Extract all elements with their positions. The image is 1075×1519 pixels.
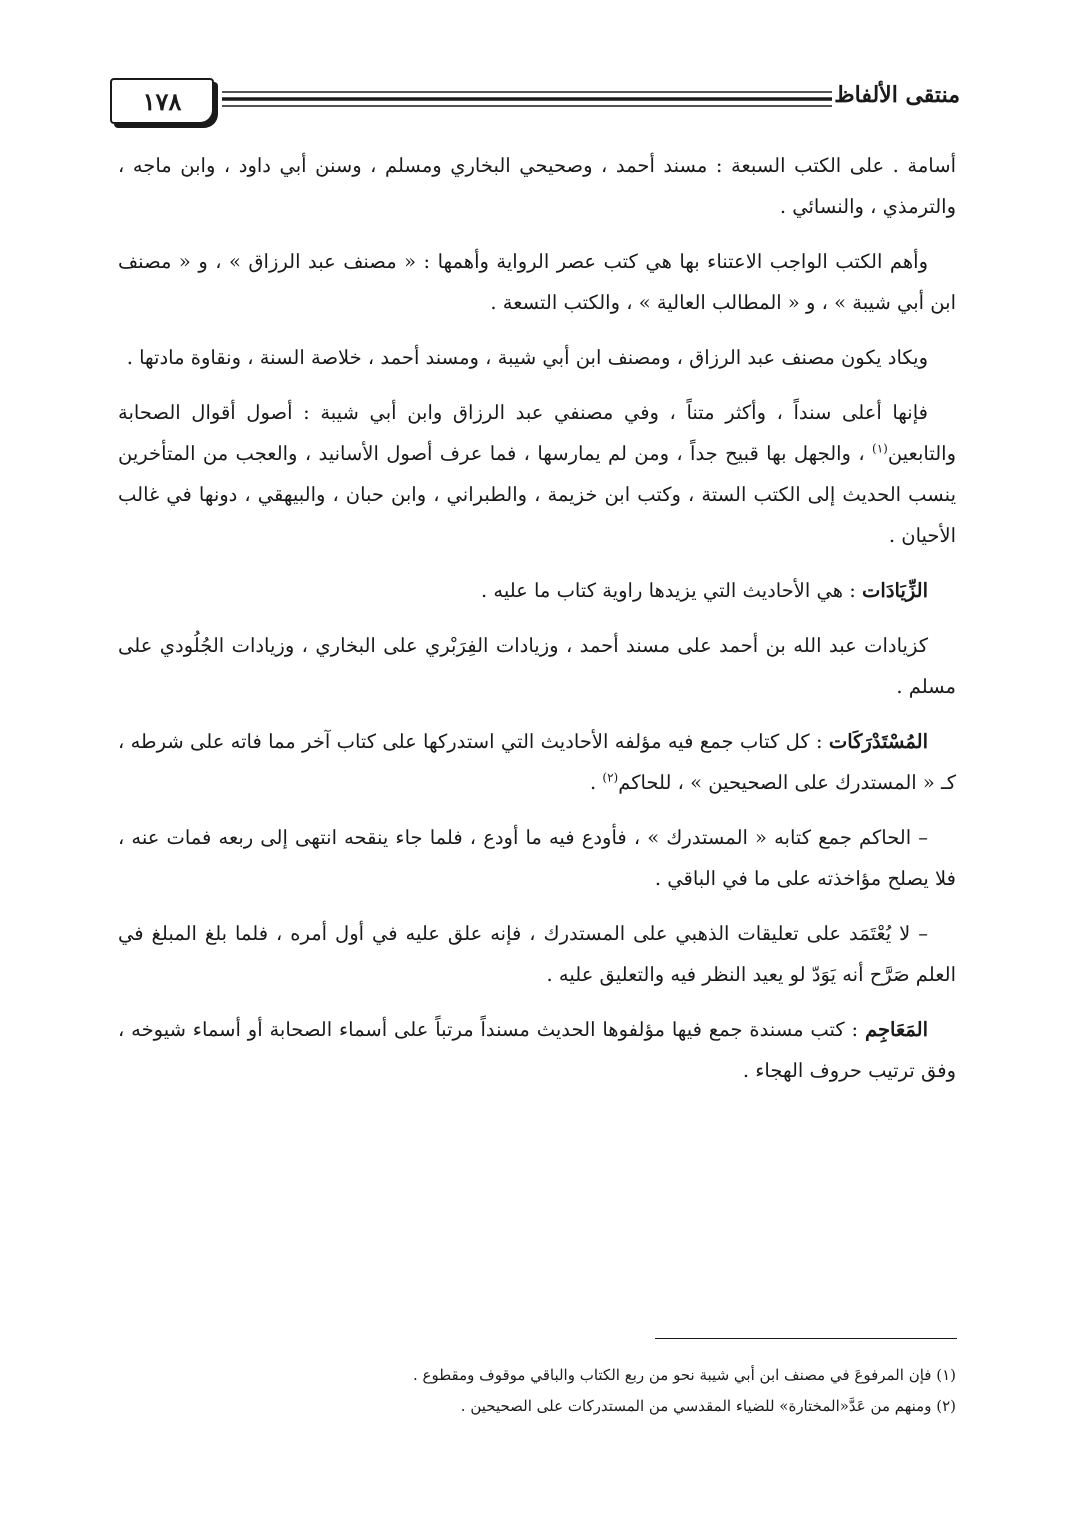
footnote-2: (٢) ومنهم من عَدَّ«المختارة» للضياء المقدسي من المستدركات على الصحيحين . — [460, 1397, 956, 1415]
paragraph-4-part-a: فإنها أعلى سنداً ، وأكثر متناً ، وفي مصنفي عبد الرزاق وابن أبي شيبة : أصول أقوال الصحابة والتابعين — [118, 401, 956, 465]
paragraph-6: كزيادات عبد الله بن أحمد على مسند أحمد ، وزيادات الفِرَبْري على البخاري ، وزيادات الجُلُودي على مسلم . — [118, 634, 956, 698]
footnote-ref-2: (٢) — [602, 770, 619, 785]
paragraph-5 — [118, 570, 956, 611]
page-header — [110, 78, 960, 126]
footnote-1: (١) فإن المرفوعَ في مصنف ابن أبي شيبة نحو من ربع الكتاب والباقي موقوف ومقطوع . — [413, 1366, 956, 1384]
term-maajim: المَعَاجِم — [864, 1018, 928, 1041]
paragraph-1: أسامة . على الكتب السبعة : مسند أحمد ، وصحيحي البخاري ومسلم ، وسنن أبي داود ، وابن ماجه ، والترمذي ، والنسائي . — [118, 154, 956, 218]
term-ziyadat: الزِّيَادَات — [862, 579, 928, 602]
header-decorative-rules — [222, 88, 832, 110]
paragraph-5-text: : هي الأحاديث التي يزيدها راوية كتاب ما عليه . — [480, 579, 863, 602]
paragraph-7-text: : كل كتاب جمع فيه مؤلفه الأحاديث التي استدركها على كتاب آخر مما فاته على شرطه ، كـ « المستدرك على الصحيحين » ، للحاكم — [118, 730, 956, 794]
paragraph-3: ويكاد يكون مصنف عبد الرزاق ، ومصنف ابن أبي شيبة ، ومسند أحمد ، خلاصة السنة ، ونقاوة مادتها . — [126, 346, 928, 369]
paragraph-7-end: . — [590, 771, 603, 794]
footnote-ref-1: (١) — [872, 441, 888, 456]
paragraph-8: – الحاكم جمع كتابه « المستدرك » ، فأودع فيه ما أودع ، فلما جاء ينقحه انتهى إلى ربعه فمات عنه ، فلا يصلح مؤاخذته على ما في الباقي . — [118, 826, 956, 890]
paragraph-10-text: : كتب مسندة جمع فيها مؤلفوها الحديث مسنداً مرتباً على أسماء الصحابة أو أسماء شيوخه ، وفق ترتيب حروف الهجاء . — [118, 1018, 956, 1082]
page-number: ١٧٨ — [110, 78, 214, 124]
book-title: منتقى الألفاظ — [834, 82, 960, 108]
paragraph-9: – لا يُعْتَمَد على تعليقات الذهبي على المستدرك ، فإنه علق عليه في أول أمره ، فلما بلغ المبلغ في العلم صَرَّح أنه يَوَدّ لو يعيد النظر فيه والتعليق عليه . — [118, 922, 956, 986]
footnotes — [118, 1360, 956, 1422]
paragraph-4-part-b: ، والجهل بها قبيح جداً ، ومن لم يمارسها ، فما عرف أصول الأسانيد ، والعجب من المتأخرين ينسب الحديث إلى الكتب الستة ، وكتب ابن خزيمة ، والطبراني ، وابن حبان ، والبيهقي ، دونها في غالب الأحيان . — [118, 442, 956, 547]
paragraph-10 — [118, 1009, 956, 1091]
main-text — [118, 145, 956, 1105]
term-mustadrakat: المُسْتَدْرَكَات — [828, 730, 928, 753]
paragraph-2: وأهم الكتب الواجب الاعتناء بها هي كتب عصر الرواية وأهمها : « مصنف عبد الرزاق » ، و « مصنف ابن أبي شيبة » ، و « المطالب العالية » ، والكتب التسعة . — [118, 250, 956, 314]
paragraph-4 — [118, 392, 956, 556]
footnote-divider — [655, 1338, 957, 1339]
paragraph-7 — [118, 721, 956, 803]
